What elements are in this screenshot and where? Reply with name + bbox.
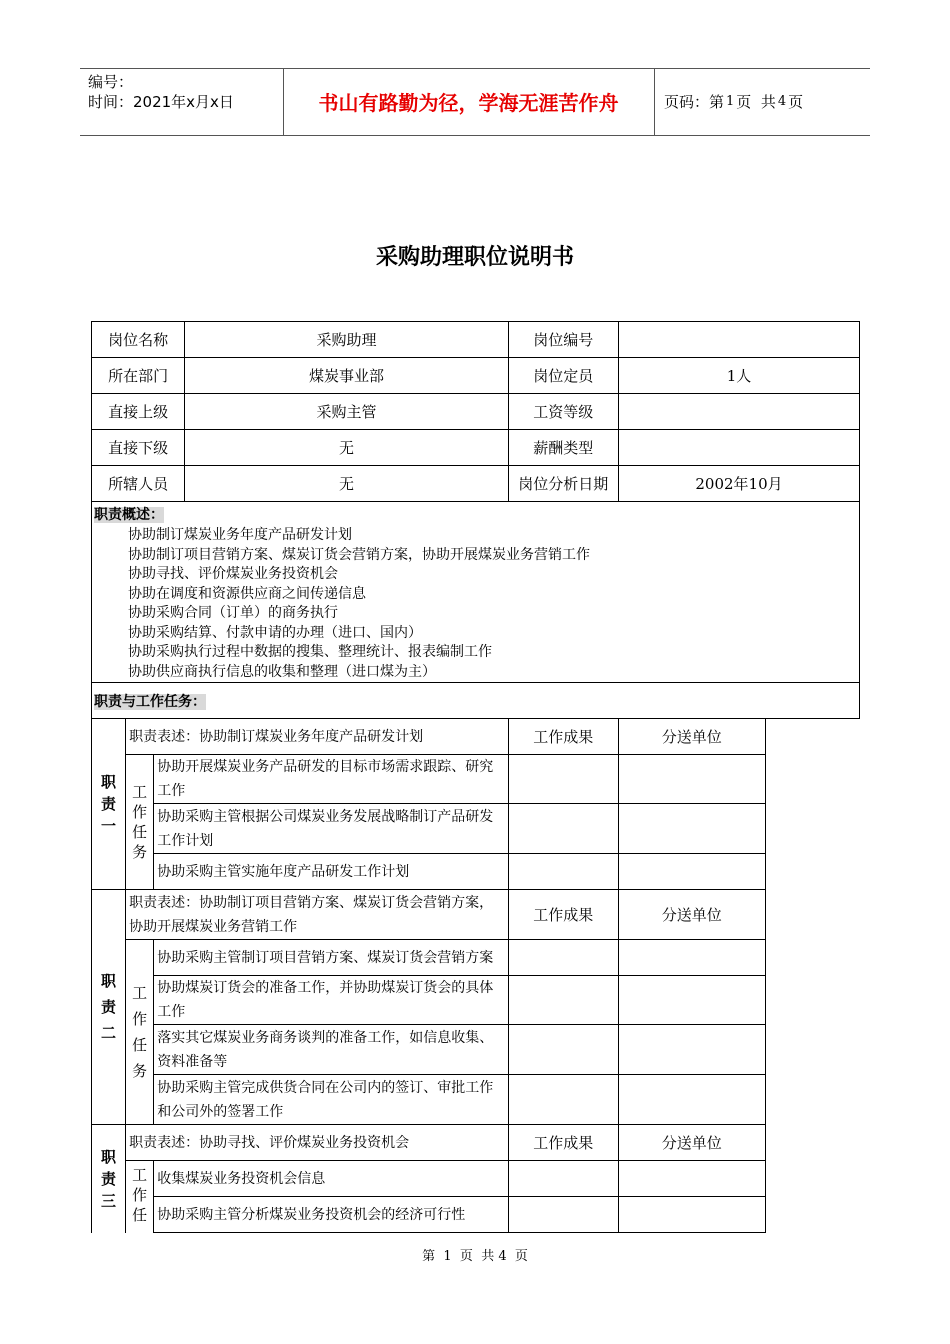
page-current: 1	[726, 94, 735, 109]
task-text: 协助采购主管分析煤炭业务投资机会的经济可行性	[154, 1197, 508, 1233]
info-label: 岗位名称	[92, 322, 185, 358]
task-dest	[619, 940, 766, 976]
col-result-header: 工作成果	[508, 719, 618, 755]
page-mid: 页 共	[736, 93, 776, 111]
overview-heading-row	[92, 502, 860, 527]
overview-item: 协助寻找、评价煤炭业务投资机会	[128, 566, 338, 582]
info-label: 直接上级	[92, 394, 185, 430]
info-row	[92, 322, 860, 358]
task-dest	[619, 804, 766, 854]
task-result	[508, 854, 618, 890]
duty-desc: 职责表述：协助制订煤炭业务年度产品研发计划	[126, 719, 508, 755]
task-dest	[619, 1197, 766, 1233]
overview-item: 协助在调度和资源供应商之间传递信息	[128, 585, 366, 602]
info-label: 薪酬类型	[508, 430, 618, 466]
page-title: 采购助理职位说明书	[375, 245, 574, 270]
info-label: 所辖人员	[92, 466, 185, 502]
task-result	[508, 976, 618, 1025]
header-divider	[654, 68, 655, 135]
overview-list	[92, 526, 860, 683]
info-value	[619, 430, 860, 466]
col-dest-header: 分送单位	[619, 1125, 766, 1161]
task-row	[92, 1161, 860, 1197]
task-dest	[619, 976, 766, 1025]
task-result	[508, 1197, 618, 1233]
overview-item: 协助采购合同（订单）的商务执行	[128, 605, 338, 621]
duty-desc-row	[92, 1125, 860, 1161]
info-value: 采购主管	[185, 394, 508, 430]
task-text: 落实其它煤炭业务商务谈判的准备工作，如信息收集、资料准备等	[154, 1025, 508, 1075]
job-description-table	[91, 321, 860, 1233]
task-dest	[619, 1025, 766, 1075]
info-value	[619, 394, 860, 430]
task-text: 协助采购主管根据公司煤炭业务发展战略制订产品研发工作计划	[154, 804, 508, 854]
col-dest-header: 分送单位	[619, 719, 766, 755]
task-text: 协助开展煤炭业务产品研发的目标市场需求跟踪、研究工作	[154, 755, 508, 804]
info-label: 直接下级	[92, 430, 185, 466]
col-dest-header: 分送单位	[619, 890, 766, 940]
task-dest	[619, 854, 766, 890]
info-value: 煤炭事业部	[185, 358, 508, 394]
duty-label: 职责三	[101, 1147, 117, 1210]
task-dest	[619, 1075, 766, 1125]
info-value: 采购助理	[185, 322, 508, 358]
info-value	[619, 322, 860, 358]
task-text: 收集煤炭业务投资机会信息	[154, 1161, 508, 1197]
page-footer: 第 1 页 共 4 页	[422, 1249, 528, 1264]
task-row	[92, 976, 860, 1025]
task-label: 工作任	[132, 1166, 148, 1224]
overview-item: 协助采购执行过程中数据的搜集、整理统计、报表编制工作	[128, 644, 492, 660]
task-label: 工作任务	[132, 783, 148, 861]
info-row	[92, 358, 860, 394]
task-row	[92, 854, 860, 890]
col-result-header: 工作成果	[508, 890, 618, 940]
task-result	[508, 1075, 618, 1125]
header-motto: 书山有路勤为径，学海无涯苦作舟	[318, 91, 619, 115]
task-result	[508, 1161, 618, 1197]
info-label: 工资等级	[508, 394, 618, 430]
col-result-header: 工作成果	[508, 1125, 618, 1161]
task-result	[508, 755, 618, 804]
task-row	[92, 940, 860, 976]
task-text: 协助煤炭订货会的准备工作，并协助煤炭订货会的具体工作	[154, 976, 508, 1025]
page-prefix: 页码：第	[664, 93, 725, 111]
task-text: 协助采购主管实施年度产品研发工作计划	[154, 854, 508, 890]
duty-desc-row	[92, 890, 860, 940]
task-row	[92, 755, 860, 804]
duties-heading-row	[92, 683, 860, 719]
task-row	[92, 804, 860, 854]
duties-heading: 职责与工作任务：	[94, 693, 206, 710]
duty-label: 职责一	[101, 773, 117, 835]
task-result	[508, 804, 618, 854]
task-text: 协助采购主管完成供货合同在公司内的签订、审批工作和公司外的签署工作	[154, 1075, 508, 1125]
page-total: 4	[777, 94, 787, 109]
info-label: 岗位编号	[508, 322, 618, 358]
duty-desc-row	[92, 719, 860, 755]
info-value: 1人	[619, 358, 860, 394]
info-row	[92, 394, 860, 430]
task-dest	[619, 1161, 766, 1197]
info-row	[92, 466, 860, 502]
duty-desc: 职责表述：协助寻找、评价煤炭业务投资机会	[126, 1125, 508, 1161]
document-number-label: 编号：	[88, 73, 134, 91]
overview-item: 协助供应商执行信息的收集和整理（进口煤为主）	[128, 663, 436, 680]
overview-item: 协助制订煤炭业务年度产品研发计划	[128, 527, 352, 543]
task-dest	[619, 755, 766, 804]
info-value: 2002年10月	[619, 466, 860, 502]
task-text: 协助采购主管制订项目营销方案、煤炭订货会营销方案	[154, 940, 508, 976]
overview-item: 协助采购结算、付款申请的办理（进口、国内）	[128, 624, 422, 641]
info-value: 无	[185, 430, 508, 466]
header-bottom-rule	[80, 135, 870, 136]
task-result	[508, 940, 618, 976]
page-suffix: 页	[788, 93, 804, 111]
info-value: 无	[185, 466, 508, 502]
info-label: 岗位定员	[508, 358, 618, 394]
task-row	[92, 1025, 860, 1075]
info-label: 所在部门	[92, 358, 185, 394]
overview-item: 协助制订项目营销方案、煤炭订货会营销方案，协助开展煤炭业务营销工作	[128, 546, 590, 563]
overview-heading: 职责概述：	[94, 507, 164, 523]
overview-row	[92, 526, 860, 683]
duty-label: 职责二	[101, 972, 117, 1042]
duty-desc: 职责表述：协助制订项目营销方案、煤炭订货会营销方案，协助开展煤炭业务营销工作	[126, 890, 508, 940]
info-label: 岗位分析日期	[508, 466, 618, 502]
header-meta	[88, 72, 234, 112]
task-result	[508, 1025, 618, 1075]
info-row	[92, 430, 860, 466]
document-date: 时间：2021年x月x日	[88, 93, 234, 111]
task-label: 工作任务	[132, 984, 148, 1080]
task-row	[92, 1075, 860, 1125]
page-indicator	[664, 68, 803, 135]
task-row	[92, 1197, 860, 1233]
